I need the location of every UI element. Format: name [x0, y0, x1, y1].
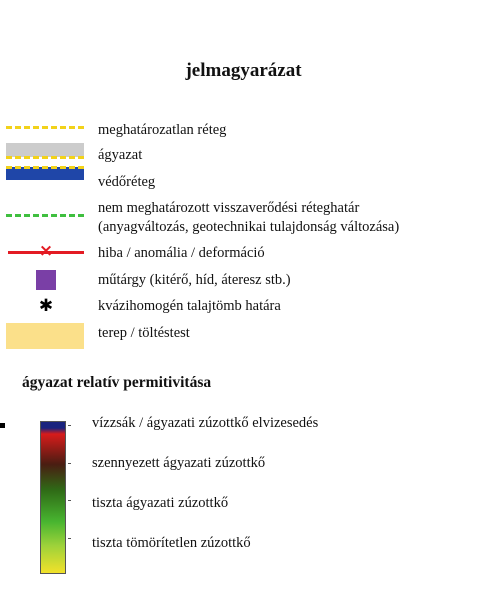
undetermined-layer-label: meghatározatlan réteg: [98, 122, 227, 138]
protective-layer-dashes: [6, 166, 84, 169]
permittivity-title: ágyazat relatív permitivitása: [22, 374, 212, 391]
star-icon: ✱: [38, 296, 54, 316]
permittivity-label-clean: tiszta ágyazati zúzottkő: [92, 495, 229, 511]
structure-label: műtárgy (kitérő, híd, áteresz stb.): [98, 272, 291, 288]
soil-block-boundary-label: kvázihomogén talajtömb határa: [98, 298, 281, 314]
reflection-boundary-symbol: [6, 214, 84, 217]
legend-title: jelmagyarázat: [185, 60, 302, 81]
protective-layer-label: védőréteg: [98, 174, 156, 190]
permittivity-gradient-bar: [40, 421, 66, 574]
error-label: hiba / anomália / deformáció: [98, 245, 265, 261]
ballast-dashes: [6, 156, 84, 159]
gradient-tick: [68, 425, 71, 426]
error-x-icon: ×: [38, 241, 54, 261]
undetermined-layer-symbol: [6, 126, 84, 129]
gradient-tick: [68, 538, 71, 539]
permittivity-label-contaminated: szennyezett ágyazati zúzottkő: [92, 455, 266, 471]
ballast-label: ágyazat: [98, 147, 143, 163]
ballast-symbol: [6, 143, 84, 157]
gradient-tick: [68, 463, 71, 464]
reflection-boundary-label-line1: nem meghatározott visszaverődési réteghatár: [98, 200, 360, 216]
gradient-tick: [68, 500, 71, 501]
terrain-symbol: [6, 323, 84, 349]
permittivity-label-uncompacted: tiszta tömörítetlen zúzottkő: [92, 535, 251, 551]
structure-square-symbol: [36, 270, 56, 290]
terrain-label: terep / töltéstest: [98, 325, 190, 341]
permittivity-label-waterlogged: vízzsák / ágyazati zúzottkő elvizesedés: [92, 415, 319, 431]
edge-marker: [0, 423, 5, 428]
reflection-boundary-label-line2: (anyagváltozás, geotechnikai tulajdonság változása): [98, 219, 400, 235]
